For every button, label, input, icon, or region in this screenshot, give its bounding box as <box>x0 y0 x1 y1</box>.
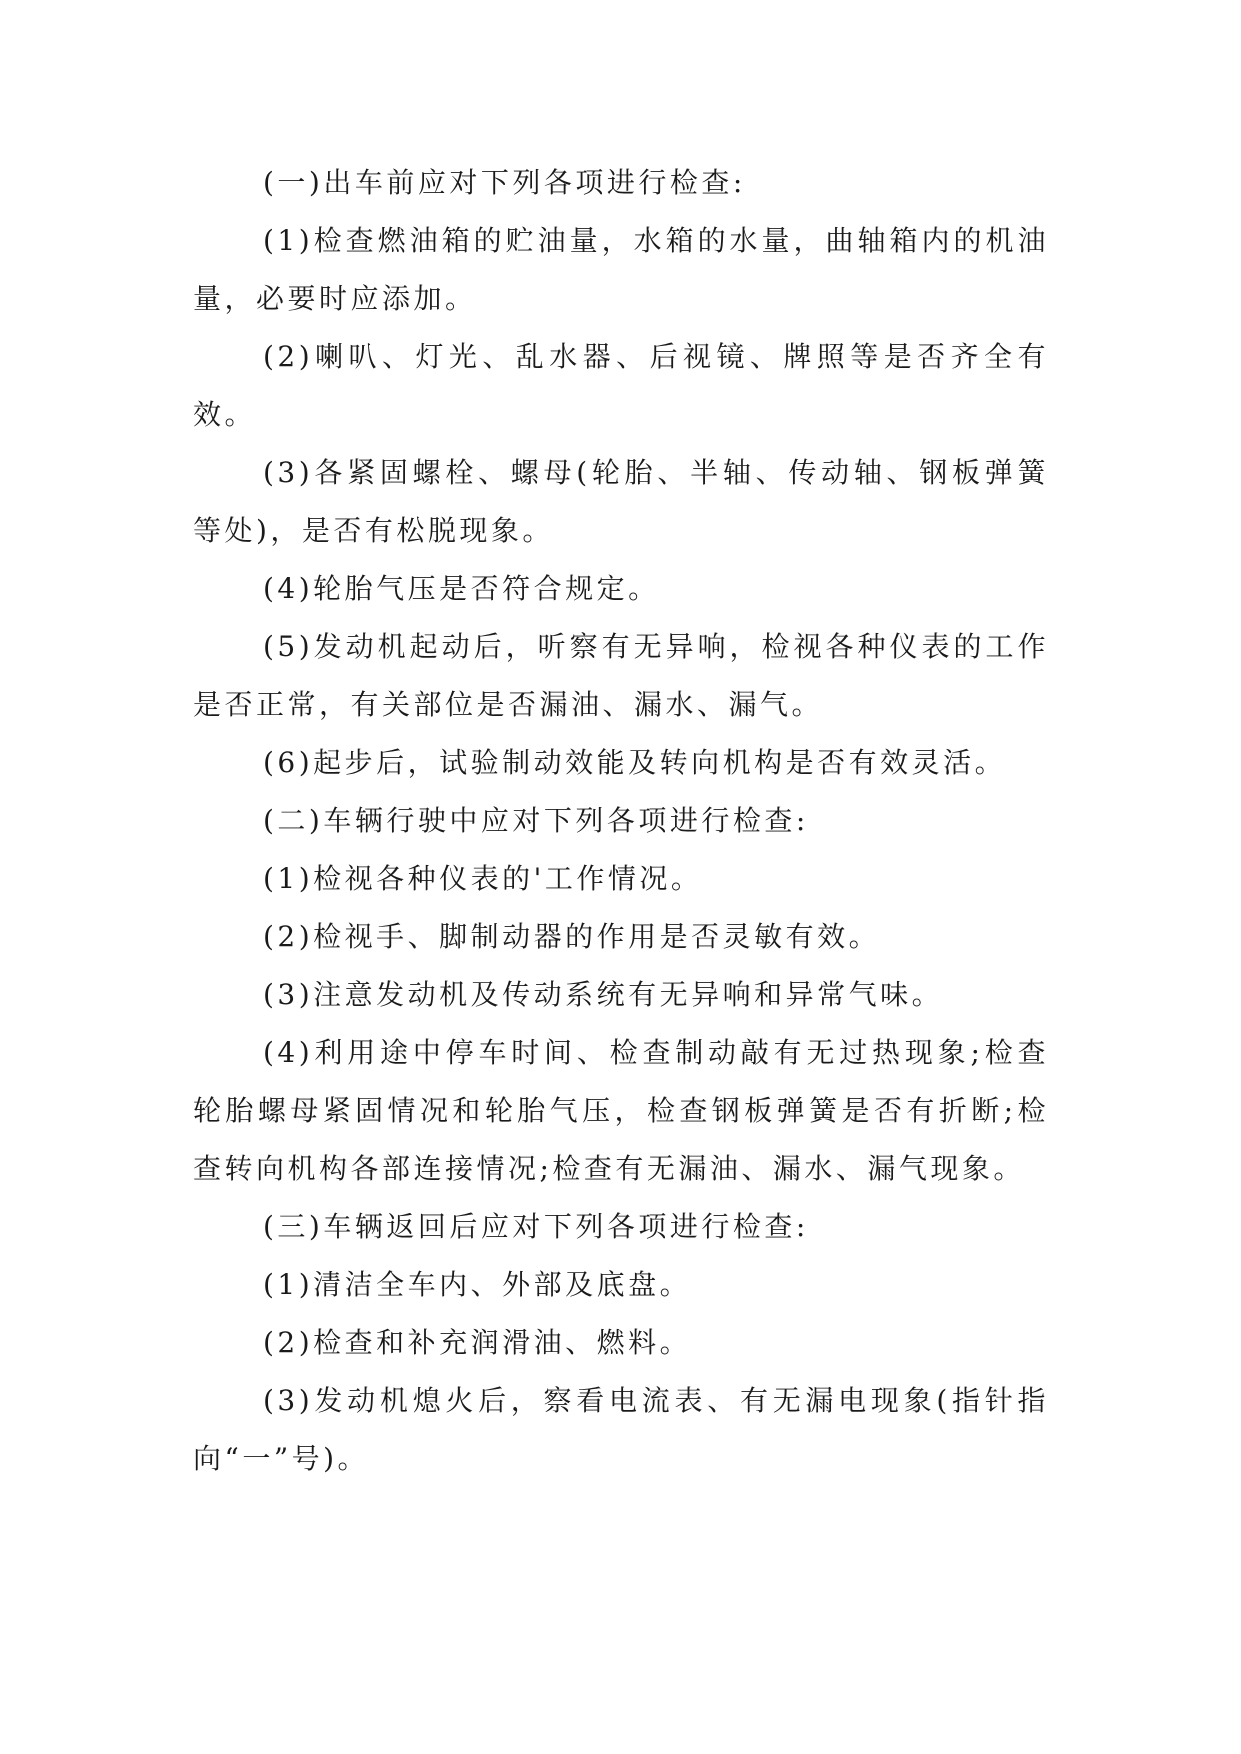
section-heading-before-departure: (一)出车前应对下列各项进行检查: <box>263 166 746 199</box>
paragraph-item: (5)发动机起动后，听察有无异响，检视各种仪表的工作是否正常，有关部位是否漏油、漏水、漏气。 <box>193 630 1049 721</box>
paragraph-item: (3)注意发动机及传动系统有无异响和异常气味。 <box>263 978 944 1011</box>
paragraph-item: (4)轮胎气压是否符合规定。 <box>263 572 660 605</box>
paragraph-item: (4)利用途中停车时间、检查制动敲有无过热现象;检查轮胎螺母紧固情况和轮胎气压，检查钢板弹簧是否有折断;检查转向机构各部连接情况;检查有无漏油、漏水、漏气现象。 <box>193 1036 1049 1185</box>
paragraph-item: (1)清洁全车内、外部及底盘。 <box>263 1268 692 1301</box>
section-heading-after-return: (三)车辆返回后应对下列各项进行检查: <box>263 1210 809 1243</box>
paragraph-item: (2)喇叭、灯光、乱水器、后视镜、牌照等是否齐全有效。 <box>193 340 1049 431</box>
paragraph-item: (2)检视手、脚制动器的作用是否灵敏有效。 <box>263 920 881 953</box>
paragraph-item: (6)起步后，试验制动效能及转向机构是否有效灵活。 <box>263 746 1007 779</box>
paragraph-item: (2)检查和补充润滑油、燃料。 <box>263 1326 692 1359</box>
paragraph-item: (3)各紧固螺栓、螺母(轮胎、半轴、传动轴、钢板弹簧等处)，是否有松脱现象。 <box>193 456 1049 547</box>
paragraph-item: (3)发动机熄火后，察看电流表、有无漏电现象(指针指向“一”号)。 <box>193 1384 1049 1475</box>
paragraph-item: (1)检查燃油箱的贮油量，水箱的水量，曲轴箱内的机油量，必要时应添加。 <box>193 224 1049 315</box>
section-heading-while-driving: (二)车辆行驶中应对下列各项进行检查: <box>263 804 809 837</box>
paragraph-item: (1)检视各种仪表的'工作情况。 <box>263 862 703 895</box>
document-body <box>193 154 1049 1488</box>
